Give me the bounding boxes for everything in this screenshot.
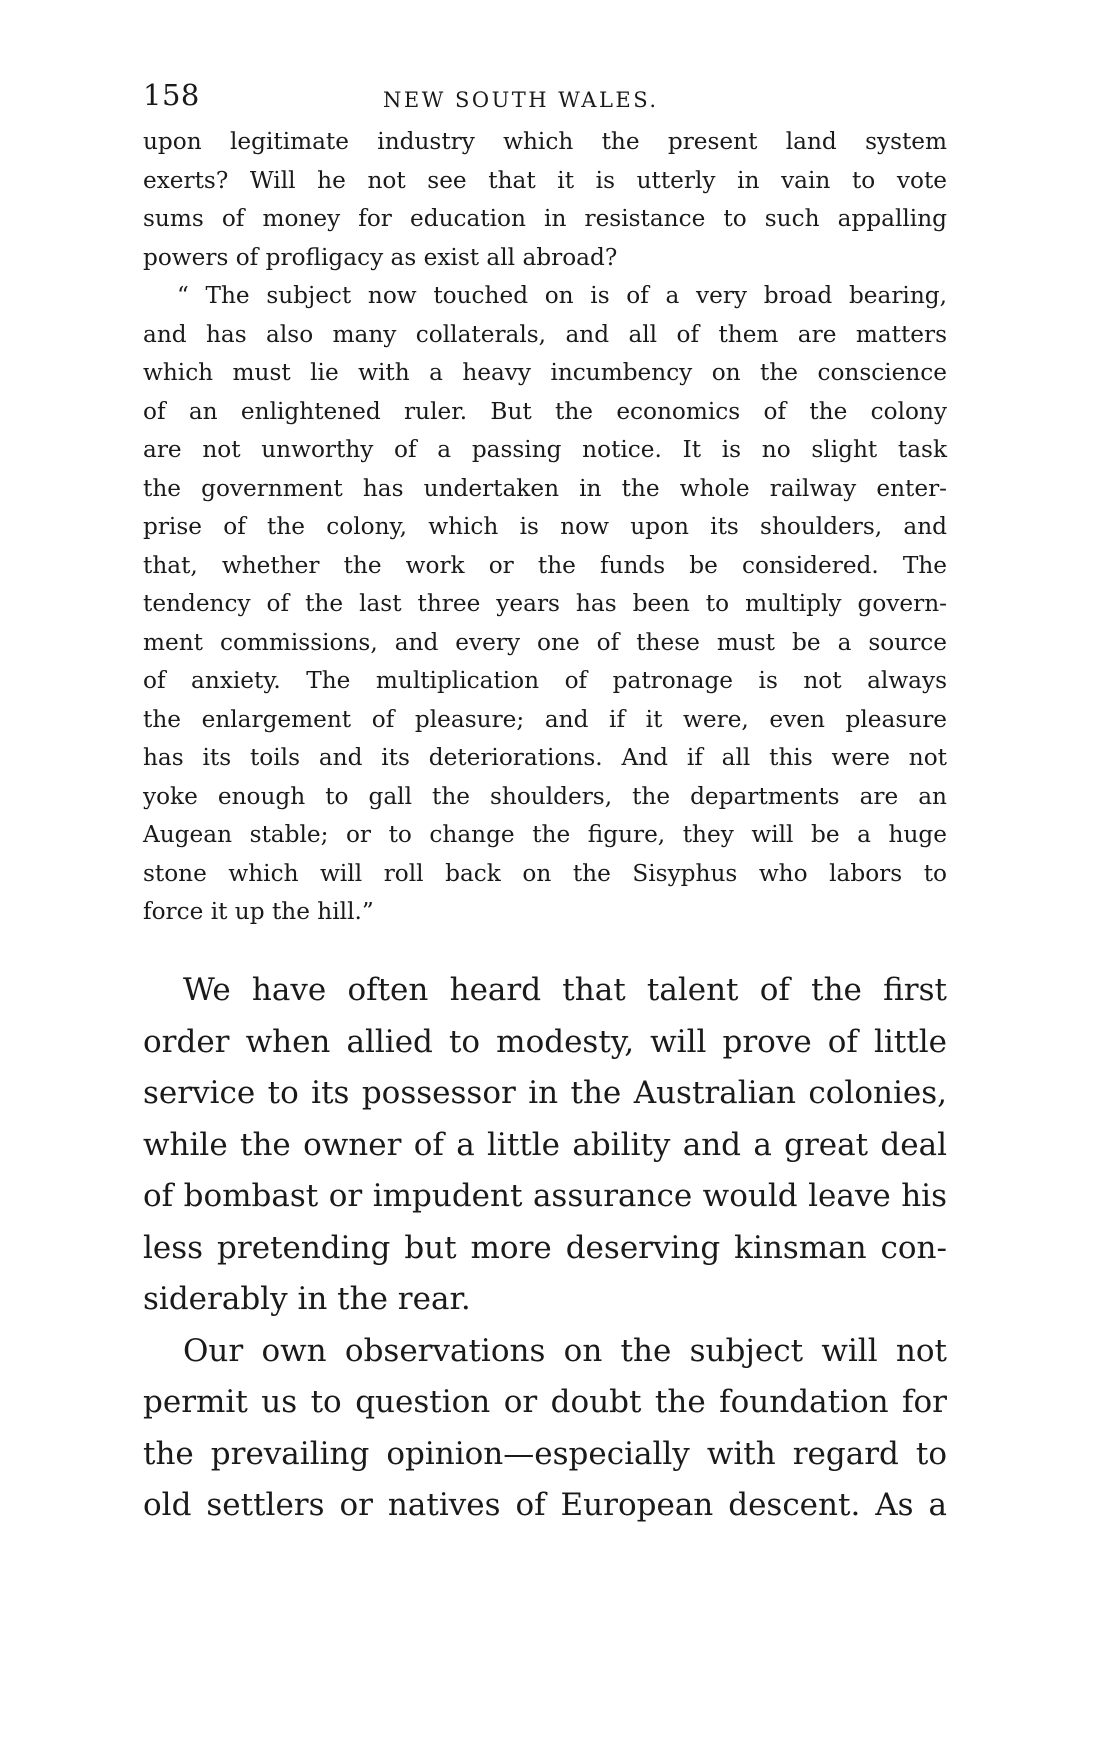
text-line: has its toils and its deteriorations. And if all this were not [143, 744, 947, 771]
text-line: stone which will roll back on the Sisyphus who labors to [143, 859, 947, 887]
text-line: of bombast or impudent assurance would leave his [143, 1178, 947, 1214]
page-header [143, 78, 953, 118]
text-line: yoke enough to gall the shoulders, the departments are an [143, 782, 947, 810]
text-line: the enlargement of pleasure; and if it were, even pleasure [143, 705, 947, 733]
text-line: ment commissions, and every one of these must be a source [143, 628, 947, 656]
text-line: old settlers or natives of European descent. As a [143, 1487, 947, 1523]
text-line: of anxiety. The multiplication of patronage is not always [143, 667, 947, 694]
text-line: powers of profligacy as exist all abroad? [143, 243, 618, 271]
text-line: Augean stable; or to change the figure, they will be a huge [143, 821, 947, 848]
text-line: service to its possessor in the Australian colonies, [143, 1075, 947, 1111]
text-line: order when allied to modesty, will prove of little [143, 1023, 947, 1060]
text-line: exerts? Will he not see that it is utterly in vain to vote [143, 166, 947, 194]
text-line: are not unworthy of a passing notice. It is no slight task [143, 436, 947, 463]
text-line: which must lie with a heavy incumbency on the conscience [143, 359, 947, 386]
text-line: upon legitimate industry which the present land system [143, 128, 947, 155]
text-line: Our own observations on the subject will not [183, 1332, 947, 1369]
text-line: prise of the colony, which is now upon its shoulders, and [143, 513, 947, 540]
text-line: the prevailing opinion—especially with regard to [143, 1435, 947, 1472]
text-line: that, whether the work or the funds be considered. The [143, 551, 947, 579]
running-head: NEW SOUTH WALES. [383, 88, 659, 112]
text-line: of an enlightened ruler. But the economics of the colony [143, 397, 947, 425]
text-line: sums of money for education in resistance to such appalling [143, 205, 947, 232]
text-line: the government has undertaken in the whole railway enter- [143, 474, 947, 502]
text-line: while the owner of a little ability and a great deal [143, 1126, 947, 1163]
text-line: and has also many collaterals, and all of them are matters [143, 320, 947, 348]
text-line: tendency of the last three years has been to multiply govern- [143, 590, 947, 617]
text-line: force it up the hill.” [143, 898, 374, 925]
text-line: “ The subject now touched on is of a very broad bearing, [177, 282, 947, 309]
text-line: siderably in the rear. [143, 1281, 471, 1317]
page-number: 158 [143, 78, 200, 112]
text-line: We have often heard that talent of the first [183, 972, 947, 1008]
text-line: permit us to question or doubt the foundation for [143, 1384, 947, 1420]
text-line: less pretending but more deserving kinsman con- [143, 1229, 947, 1266]
